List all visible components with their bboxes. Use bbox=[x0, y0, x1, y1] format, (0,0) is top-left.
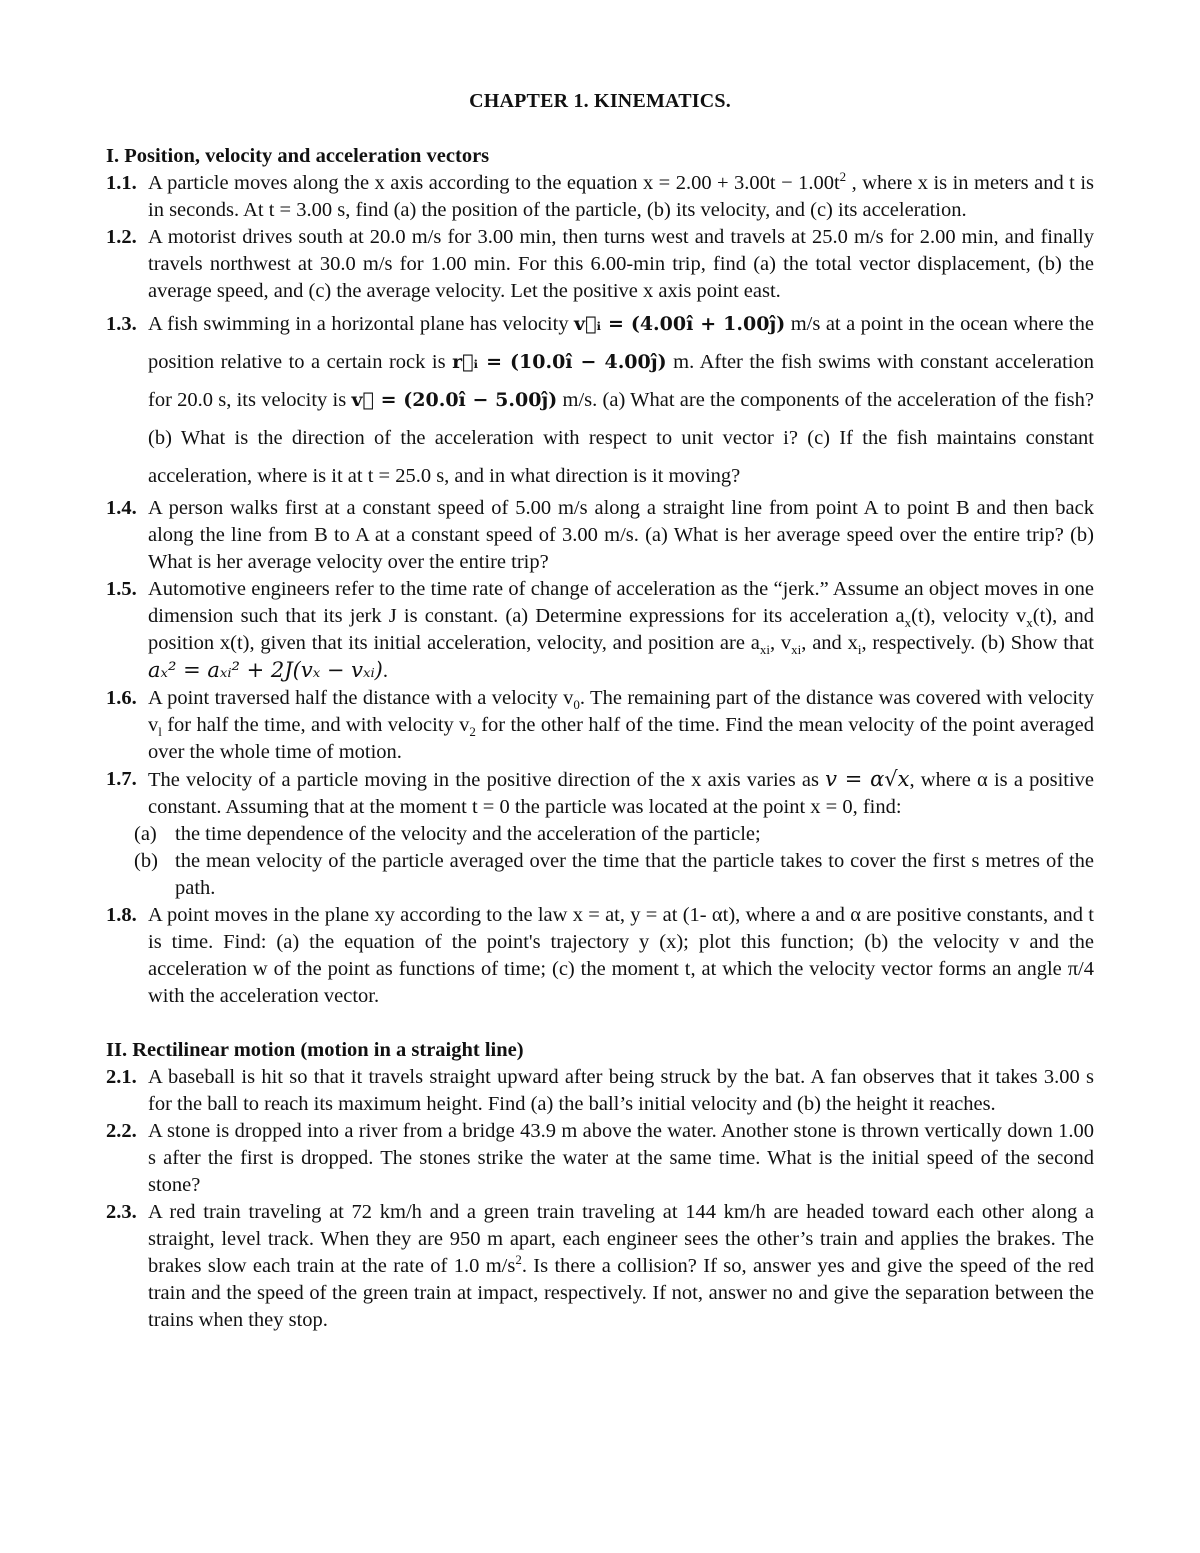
problem-text: A baseball is hit so that it travels straight upward after being struck by the bat. A fan observes that it takes 3.00 s for the ball to reach its maximum height. Find (a) the ball’s initial velocity and (b) the height it reaches. bbox=[148, 1066, 1094, 1115]
problem-text: for the other half of the time. Find the mean velocity of the point averaged over the whole time of motion. bbox=[148, 714, 1094, 763]
problem-text: A particle moves along the x axis according to the equation x = 2.00 + 3.00t − 1.00t bbox=[148, 172, 840, 194]
problem-text: (t), velocity v bbox=[911, 605, 1027, 627]
problem-text: A red train traveling at 72 km/h and a green train traveling at 144 km/h are headed toward each other along a straight, level track. When they are 950 m apart, each engineer sees the other’s train and applies the brakes. The brakes slow each train at the rate of 1.0 m/s bbox=[148, 1201, 1094, 1277]
problem-1-5 bbox=[106, 576, 1094, 685]
problem-number: 1.2. bbox=[106, 226, 137, 248]
problem-1-6 bbox=[106, 685, 1094, 766]
problem-text: , where α is a positive constant. Assuming that at the moment t = 0 the particle was located at the point x = 0, find: bbox=[148, 769, 1095, 818]
problem-1-4 bbox=[106, 495, 1094, 576]
equation-velocity-sqrt: v = α√x bbox=[825, 767, 910, 791]
problem-1-7-item-b bbox=[106, 848, 1094, 902]
problem-text: , and x bbox=[801, 632, 858, 654]
problem-number: 1.7. bbox=[106, 768, 137, 790]
problem-text: A point moves in the plane xy according to the law x = at, y = at (1- αt), where a and α are positive constants, and t is time. Find: (a) the equation of the point's trajectory y (x); plot this function; (b) the velocity v and the acceleration w of the point as functions of time; (c) the moment t, at which the velocity vector forms an angle π/4 with the acceleration vector. bbox=[148, 904, 1094, 1007]
subscript: 2 bbox=[469, 724, 476, 740]
problem-2-3 bbox=[106, 1199, 1094, 1334]
equation-initial-velocity: v⃗ᵢ = (4.00î + 1.00ĵ) bbox=[574, 313, 786, 335]
problem-number: 1.4. bbox=[106, 497, 137, 519]
superscript: 2 bbox=[515, 1252, 522, 1268]
problem-number: 1.3. bbox=[106, 313, 137, 335]
problem-1-8 bbox=[106, 902, 1094, 1010]
problem-number: 1.5. bbox=[106, 578, 137, 600]
problem-number: 1.6. bbox=[106, 687, 137, 709]
subscript: i bbox=[857, 642, 862, 658]
subscript: l bbox=[158, 724, 162, 740]
problem-number: 2.2. bbox=[106, 1120, 137, 1142]
item-label: (a) bbox=[134, 823, 157, 845]
superscript: 2 bbox=[839, 169, 847, 185]
problem-1-2 bbox=[106, 224, 1094, 305]
problem-text: A person walks first at a constant speed of 5.00 m/s along a straight line from point A to point B and then back along the line from B to A at a constant speed of 3.00 m/s. (a) What is her average speed over the entire trip? (b) What is her average velocity over the entire trip? bbox=[148, 497, 1094, 573]
problem-1-1 bbox=[106, 170, 1094, 224]
problem-number: 1.8. bbox=[106, 904, 137, 926]
problem-text: , where x is in meters and t is in seconds. At t = 3.00 s, find (a) the position of the particle, (b) its velocity, and (c) its acceleration. bbox=[148, 172, 1094, 221]
problem-text: A stone is dropped into a river from a bridge 43.9 m above the water. Another stone is thrown vertically down 1.00 s after the first is dropped. The stones strike the water at the same time. What is the initial speed of the second stone? bbox=[148, 1120, 1094, 1196]
subscript: xi bbox=[791, 642, 802, 658]
problem-text: A fish swimming in a horizontal plane has velocity bbox=[148, 313, 575, 335]
problem-1-7-item-a bbox=[106, 821, 1094, 848]
subscript: x bbox=[904, 615, 912, 631]
problem-text: , respectively. (b) Show that bbox=[861, 632, 1094, 654]
section-spacer bbox=[106, 1010, 1094, 1037]
section-heading-1: I. Position, velocity and acceleration vectors bbox=[106, 145, 490, 167]
equation-initial-position: r⃗ᵢ = (10.0î − 4.00ĵ) bbox=[452, 351, 667, 373]
problem-2-2 bbox=[106, 1118, 1094, 1199]
problem-text: A motorist drives south at 20.0 m/s for 3.00 min, then turns west and travels at 25.0 m/s for 2.00 min, and finally travels northwest at 30.0 m/s for 1.00 min. For this 6.00-min trip, find (a) the total vector displacement, (b) the average speed, and (c) the average velocity. Let the positive x axis point east. bbox=[148, 226, 1094, 302]
problem-text: . The remaining part of the distance was covered with velocity v bbox=[148, 687, 1094, 736]
problem-2-1 bbox=[106, 1064, 1094, 1118]
subscript: 0 bbox=[573, 697, 580, 713]
item-text: the mean velocity of the particle averaged over the time that the particle takes to cover the first s metres of the path. bbox=[175, 850, 1094, 899]
problem-1-7 bbox=[106, 766, 1094, 821]
problem-text: (t), and position x(t), given that its initial acceleration, velocity, and position are a bbox=[148, 605, 1094, 654]
item-label: (b) bbox=[134, 850, 158, 872]
problem-number: 1.1. bbox=[106, 172, 137, 194]
problem-number: 2.3. bbox=[106, 1201, 137, 1223]
problem-text: m/s. (a) What are the components of the acceleration of the fish? (b) What is the direction of the acceleration with respect to unit vector i? (c) If the fish maintains constant acceleration, where is it at t = 25.0 s, and in what direction is it moving? bbox=[148, 389, 1094, 487]
chapter-title: CHAPTER 1. KINEMATICS. bbox=[469, 90, 731, 112]
subscript: xi bbox=[759, 642, 770, 658]
problem-text: . Is there a collision? If so, answer yes and give the speed of the red train and the speed of the green train at impact, respectively. If not, answer no and give the separation between the trains when they stop. bbox=[148, 1255, 1094, 1331]
problem-text: for half the time, and with velocity v bbox=[161, 714, 470, 736]
item-text: the time dependence of the velocity and the acceleration of the particle; bbox=[175, 823, 761, 845]
problem-text: The velocity of a particle moving in the positive direction of the x axis varies as bbox=[148, 769, 826, 791]
problem-number: 2.1. bbox=[106, 1066, 137, 1088]
problem-text: , v bbox=[769, 632, 792, 654]
problem-text: A point traversed half the distance with a velocity v bbox=[148, 687, 574, 709]
problem-text: m. After the fish swims with constant acceleration for 20.0 s, its velocity is bbox=[148, 351, 1094, 411]
problem-text: Automotive engineers refer to the time rate of change of acceleration as the “jerk.” Assume an object moves in one dimension such that its jerk J is constant. (a) Determine expressions for its acceleration a bbox=[148, 578, 1094, 627]
equation-jerk: aₓ² = aₓᵢ² + 2J(vₓ − vₓᵢ) bbox=[148, 658, 383, 682]
equation-final-velocity: v⃗ = (20.0î − 5.00ĵ) bbox=[351, 389, 558, 411]
problem-text: . bbox=[382, 660, 389, 682]
subscript: x bbox=[1026, 615, 1033, 631]
section-heading-2: II. Rectilinear motion (motion in a straight line) bbox=[106, 1039, 524, 1061]
problem-1-3 bbox=[106, 305, 1094, 495]
problem-text: m/s at a point in the ocean where the position relative to a certain rock is bbox=[148, 313, 1094, 373]
